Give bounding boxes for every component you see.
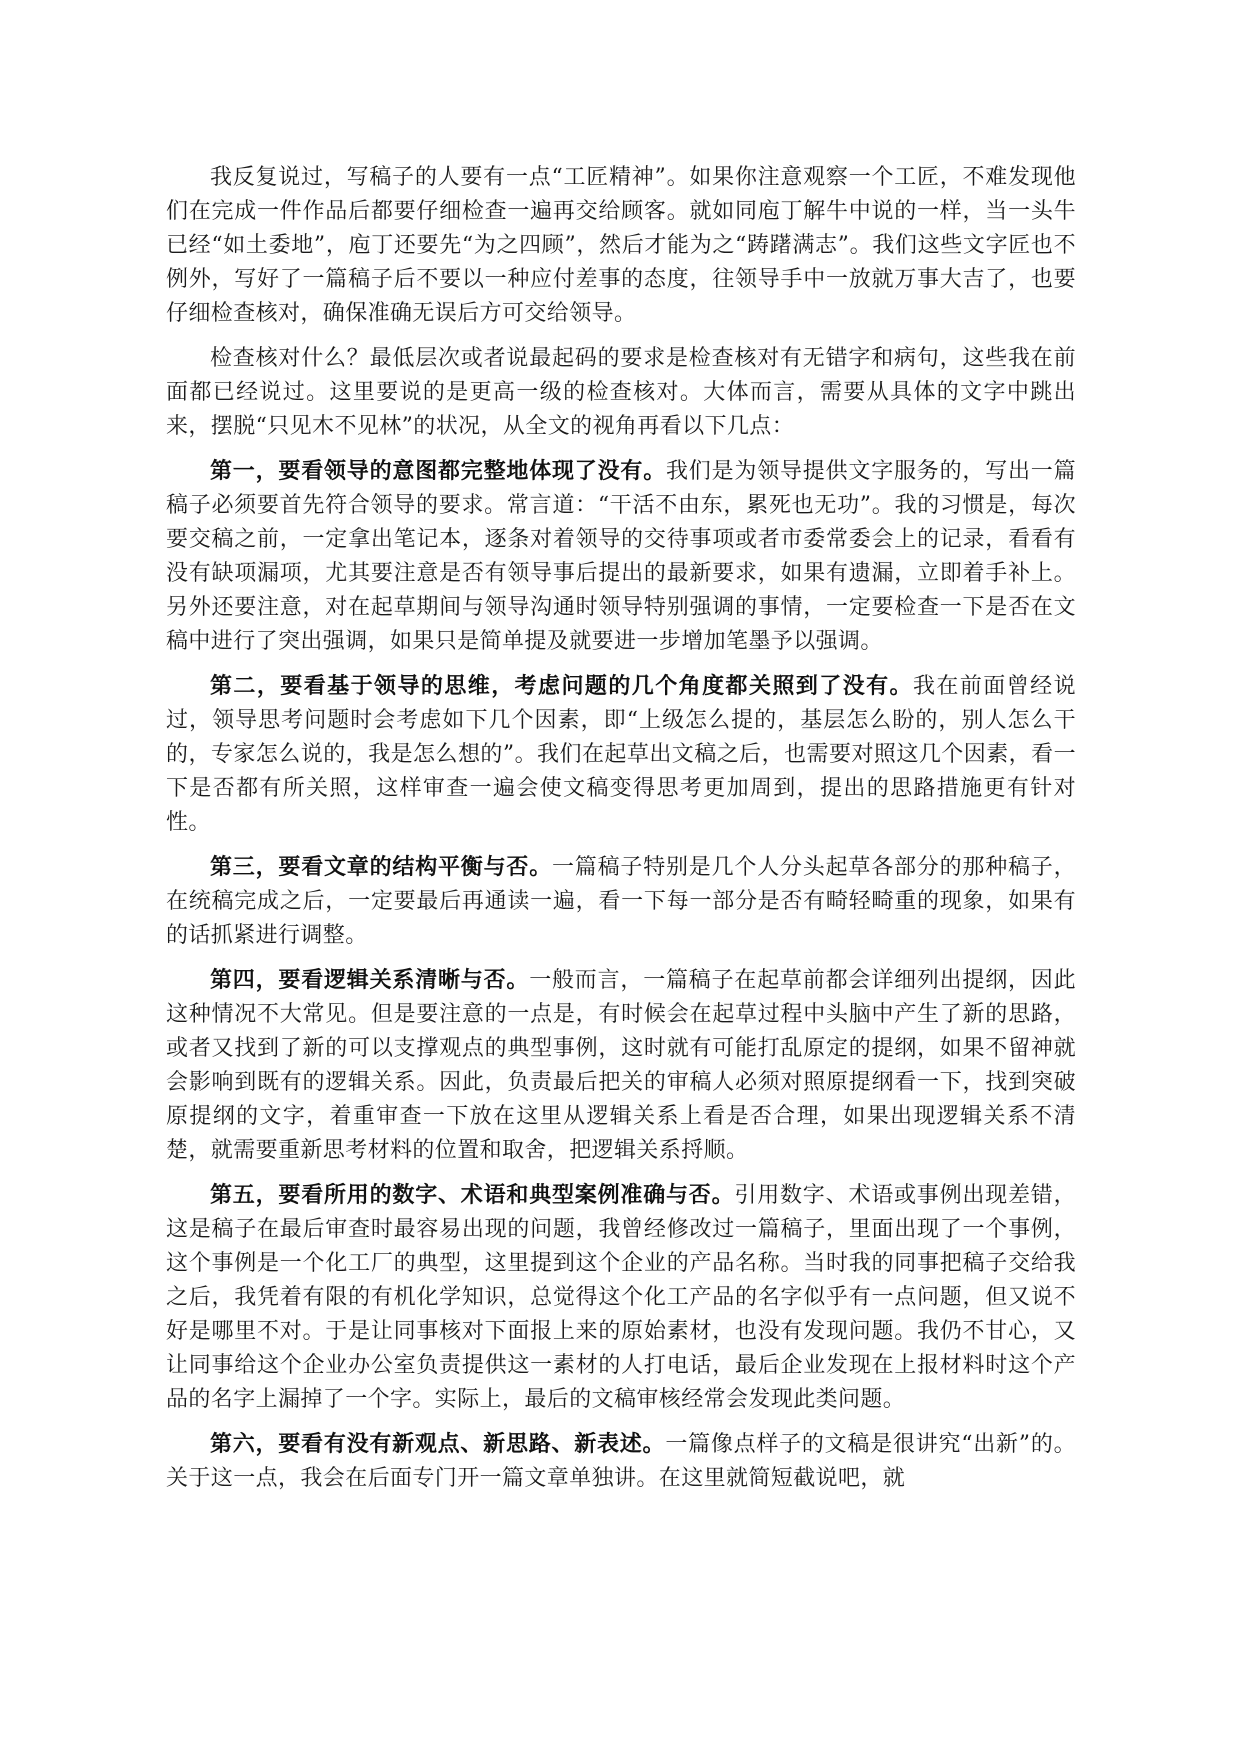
paragraph-point-5 — [166, 1178, 1076, 1417]
paragraph-lead: 第五，要看所用的数字、术语和典型案例准确与否。 — [210, 1182, 735, 1208]
paragraph-text: 我反复说过，写稿子的人要有一点“工匠精神”。如果你注意观察一个工匠，不难发现他们在完成一件作品后都要仔细检查一遍再交给顾客。就如同庖丁解牛中说的一样，当一头牛已经“如土委地”，庖丁还要先“为之四顾”，然后才能为之“踌躇满志”。我们这些文字匠也不例外，写好了一篇稿子后不要以一种应付差事的态度，往领导手中一放就万事大吉了，也要仔细检查核对，确保准确无误后方可交给领导。 — [166, 165, 1076, 326]
paragraph-lead: 第一，要看领导的意图都完整地体现了没有。 — [210, 458, 666, 484]
paragraph-text: 引用数字、术语或事例出现差错，这是稿子在最后审查时最容易出现的问题，我曾经修改过一篇稿子，里面出现了一个事例，这个事例是一个化工厂的典型，这里提到这个企业的产品名称。当时我的同事把稿子交给我之后，我凭着有限的有机化学知识，总觉得这个化工产品的名字似乎有一点问题，但又说不好是哪里不对。于是让同事核对下面报上来的原始素材，也没有发现问题。我仍不甘心，又让同事给这个企业办公室负责提供这一素材的人打电话，最后企业发现在上报材料时这个产品的名字上漏掉了一个字。实际上，最后的文稿审核经常会发现此类问题。 — [166, 1183, 1076, 1412]
paragraph-intro — [166, 160, 1076, 331]
paragraph-text: 一篇像点样子的文稿是很讲究“出新”的。关于这一点，我会在后面专门开一篇文章单独讲。在这里就简短截说吧，就 — [166, 1432, 1076, 1491]
paragraph-point-6 — [166, 1427, 1076, 1496]
paragraph-lead: 第六，要看有没有新观点、新思路、新表述。 — [210, 1431, 666, 1457]
paragraph-text: 一般而言，一篇稿子在起草前都会详细列出提纲，因此这种情况不大常见。但是要注意的一点是，有时候会在起草过程中头脑中产生了新的思路，或者又找到了新的可以支撑观点的典型事例，这时就有可能打乱原定的提纲，如果不留神就会影响到既有的逻辑关系。因此，负责最后把关的审稿人必须对照原提纲看一下，找到突破原提纲的文字，着重审查一下放在这里从逻辑关系上看是否合理，如果出现逻辑关系不清楚，就需要重新思考材料的位置和取舍，把逻辑关系捋顺。 — [166, 968, 1076, 1163]
paragraph-what-to-check — [166, 341, 1076, 444]
paragraph-point-1 — [166, 454, 1076, 659]
paragraph-lead: 第四，要看逻辑关系清晰与否。 — [210, 967, 530, 993]
paragraph-point-4 — [166, 963, 1076, 1168]
paragraph-point-3 — [166, 850, 1076, 953]
document-body — [166, 160, 1076, 1506]
paragraph-text: 我在前面曾经说过，领导思考问题时会考虑如下几个因素，即“上级怎么提的，基层怎么盼的，别人怎么干的，专家怎么说的，我是怎么想的”。我们在起草出文稿之后，也需要对照这几个因素，看一下是否都有所关照，这样审查一遍会使文稿变得思考更加周到，提出的思路措施更有针对性。 — [166, 674, 1076, 835]
paragraph-text: 我们是为领导提供文字服务的，写出一篇稿子必须要首先符合领导的要求。常言道：“干活不由东，累死也无功”。我的习惯是，每次要交稿之前，一定拿出笔记本，逐条对着领导的交待事项或者市委常委会上的记录，看看有没有缺项漏项，尤其要注意是否有领导事后提出的最新要求，如果有遗漏，立即着手补上。另外还要注意，对在起草期间与领导沟通时领导特别强调的事情，一定要检查一下是否在文稿中进行了突出强调，如果只是简单提及就要进一步增加笔墨予以强调。 — [166, 459, 1076, 654]
paragraph-lead: 第二，要看基于领导的思维，考虑问题的几个角度都关照到了没有。 — [210, 673, 913, 699]
paragraph-lead: 第三，要看文章的结构平衡与否。 — [210, 854, 552, 880]
paragraph-point-2 — [166, 669, 1076, 840]
paragraph-text: 一篇稿子特别是几个人分头起草各部分的那种稿子，在统稿完成之后，一定要最后再通读一遍，看一下每一部分是否有畸轻畸重的现象，如果有的话抓紧进行调整。 — [166, 855, 1076, 948]
paragraph-text: 检查核对什么？最低层次或者说最起码的要求是检查核对有无错字和病句，这些我在前面都已经说过。这里要说的是更高一级的检查核对。大体而言，需要从具体的文字中跳出来，摆脱“只见木不见林”的状况，从全文的视角再看以下几点： — [166, 346, 1076, 439]
